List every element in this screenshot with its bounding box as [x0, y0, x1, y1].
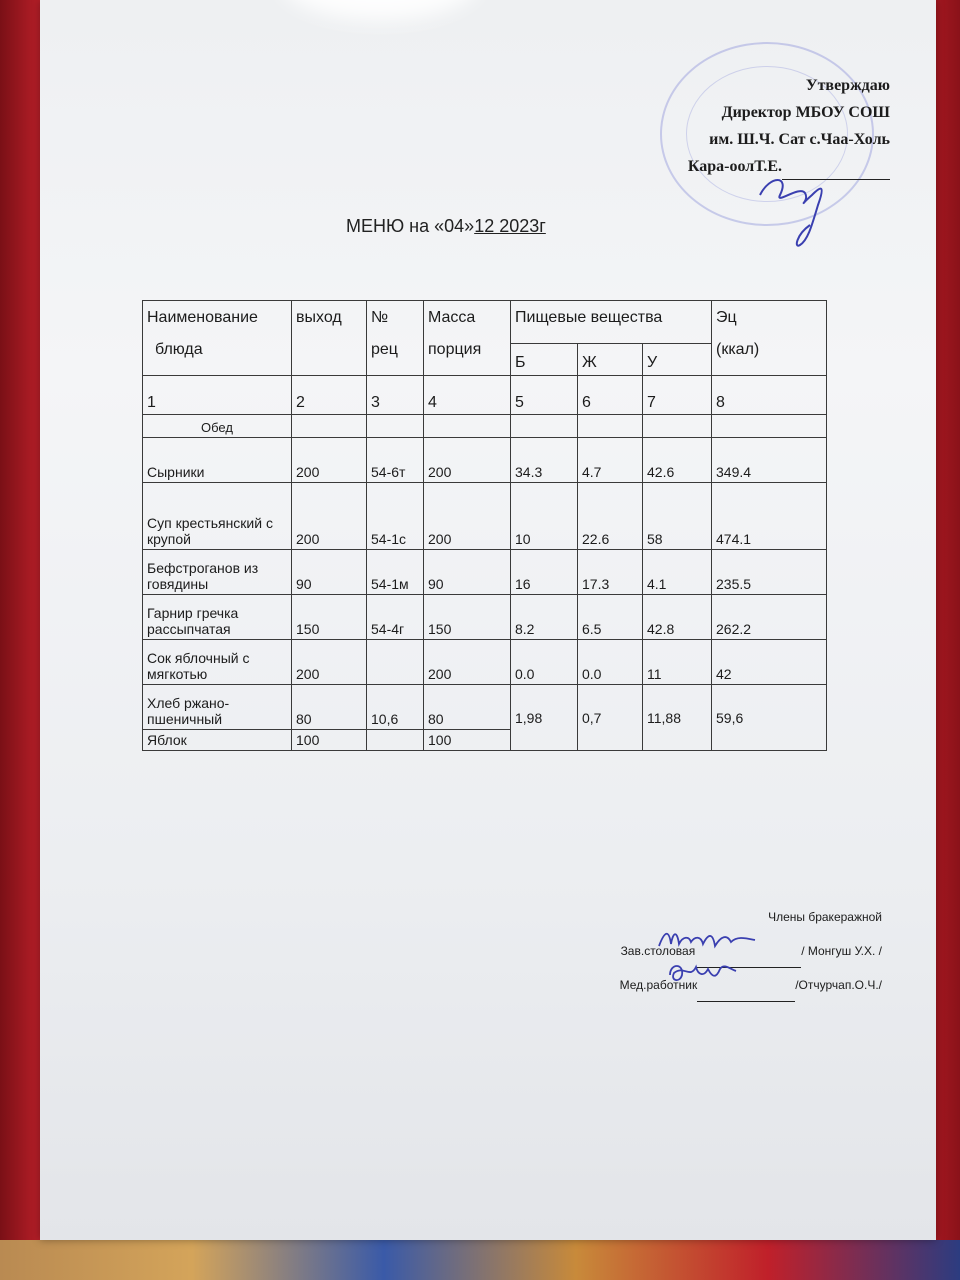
dish-recipe: 10,6: [367, 685, 424, 730]
dish-recipe: 54-1м: [367, 550, 424, 595]
column-number: 1: [143, 376, 292, 415]
header-name-bottom: блюда: [155, 341, 203, 358]
column-number: 4: [424, 376, 511, 415]
member-2-role: Мед.работник: [619, 978, 698, 992]
dish-u: 58: [643, 483, 712, 550]
header-row: [143, 301, 827, 344]
dish-b: 0.0: [511, 640, 578, 685]
member-1-name: / Монгуш У.Х. /: [801, 944, 882, 958]
dish-name: Сырники: [143, 438, 292, 483]
dish-output: 200: [292, 483, 367, 550]
dish-energy: 262.2: [712, 595, 827, 640]
section-row: [143, 415, 827, 438]
dish-mass: 200: [424, 640, 511, 685]
column-number: 3: [367, 376, 424, 415]
dish-energy: 349.4: [712, 438, 827, 483]
dish-zh: 6.5: [578, 595, 643, 640]
header-mass-bottom: порция: [428, 341, 482, 358]
dish-energy: 59,6: [712, 685, 827, 751]
menu-title-prefix: МЕНЮ на «04»: [346, 216, 475, 236]
director-name: Кара-оолТ.Е.: [687, 158, 782, 175]
header-mass-top: Масса: [428, 309, 476, 326]
dish-zh: 22.6: [578, 483, 643, 550]
column-number: 6: [578, 376, 643, 415]
dish-mass: 150: [424, 595, 511, 640]
header-recipe: [367, 301, 424, 376]
section-label: Обед: [143, 415, 292, 438]
dish-output: 90: [292, 550, 367, 595]
dish-recipe: 54-4г: [367, 595, 424, 640]
dish-name: Сок яблочный с мягкотью: [143, 640, 292, 685]
dish-b: 8.2: [511, 595, 578, 640]
menu-table: [142, 300, 827, 751]
dish-b: 16: [511, 550, 578, 595]
header-energy-top: Эц: [716, 309, 737, 326]
dish-u: 11,88: [643, 685, 712, 751]
dish-zh: 17.3: [578, 550, 643, 595]
dish-energy: 474.1: [712, 483, 827, 550]
approval-line-2: Директор МБОУ СОШ: [721, 104, 890, 121]
header-name: [143, 301, 292, 376]
dish-output: 200: [292, 438, 367, 483]
dish-name: Суп крестьянский с крупой: [143, 483, 292, 550]
dish-recipe: 54-1с: [367, 483, 424, 550]
dish-b: 1,98: [511, 685, 578, 751]
header-b: Б: [511, 344, 578, 376]
header-energy-bottom: (ккал): [716, 341, 760, 358]
dish-recipe: [367, 730, 424, 751]
menu-title-date: 12 2023г: [474, 216, 546, 236]
dish-output: 80: [292, 685, 367, 730]
table-row: [143, 438, 827, 483]
dish-zh: 0,7: [578, 685, 643, 751]
member-1-signature-line: [695, 955, 801, 968]
member-2-signature-line: [697, 989, 795, 1002]
header-energy: [712, 301, 827, 376]
dish-name: Хлеб ржано-пшеничный: [143, 685, 292, 730]
header-output: выход: [292, 301, 367, 376]
column-number: 7: [643, 376, 712, 415]
dish-energy: 235.5: [712, 550, 827, 595]
dish-u: 11: [643, 640, 712, 685]
commission-title: Члены бракеражной: [768, 910, 882, 924]
dish-mass: 90: [424, 550, 511, 595]
dish-output: 200: [292, 640, 367, 685]
header-mass: [424, 301, 511, 376]
dish-recipe: 54-6т: [367, 438, 424, 483]
table-row: [143, 550, 827, 595]
table-row: [143, 595, 827, 640]
header-recipe-top: №: [371, 309, 389, 326]
approval-block: [688, 72, 890, 180]
dish-output: 150: [292, 595, 367, 640]
column-numbers-row: [143, 376, 827, 415]
table-row: [143, 483, 827, 550]
dish-zh: 4.7: [578, 438, 643, 483]
menu-title: [346, 216, 546, 237]
dish-name: Бефстроганов из говядины: [143, 550, 292, 595]
dish-mass: 200: [424, 483, 511, 550]
dish-name: Яблок: [143, 730, 292, 751]
dish-zh: 0.0: [578, 640, 643, 685]
commission-member-2: [620, 968, 882, 1002]
header-nutrients: Пищевые вещества: [511, 301, 712, 344]
header-zh: Ж: [578, 344, 643, 376]
dish-u: 42.8: [643, 595, 712, 640]
column-number: 5: [511, 376, 578, 415]
dish-output: 100: [292, 730, 367, 751]
dish-u: 42.6: [643, 438, 712, 483]
column-number: 2: [292, 376, 367, 415]
approval-line-4: [688, 153, 890, 180]
dish-u: 4.1: [643, 550, 712, 595]
header-u: У: [643, 344, 712, 376]
table-row: [143, 685, 827, 730]
column-number: 8: [712, 376, 827, 415]
dish-energy: 42: [712, 640, 827, 685]
dish-b: 10: [511, 483, 578, 550]
dish-b: 34.3: [511, 438, 578, 483]
commission-block: [620, 900, 882, 1002]
header-recipe-bottom: рец: [371, 341, 398, 358]
floor-strip: [0, 1240, 960, 1280]
dish-mass: 80: [424, 685, 511, 730]
commission-member-1: [620, 934, 882, 968]
member-1-role: Зав.столовая: [620, 944, 696, 958]
dish-recipe: [367, 640, 424, 685]
director-signature-line: [782, 163, 890, 180]
approval-line-3: им. Ш.Ч. Сат с.Чаа-Холь: [709, 131, 890, 148]
dish-mass: 100: [424, 730, 511, 751]
light-glare: [280, 0, 480, 20]
member-2-name: /Отчурчап.О.Ч./: [795, 978, 882, 992]
dish-name: Гарнир гречка рассыпчатая: [143, 595, 292, 640]
header-name-top: Наименование: [147, 309, 258, 326]
approval-line-1: Утверждаю: [805, 77, 890, 94]
dish-mass: 200: [424, 438, 511, 483]
table-row: [143, 640, 827, 685]
